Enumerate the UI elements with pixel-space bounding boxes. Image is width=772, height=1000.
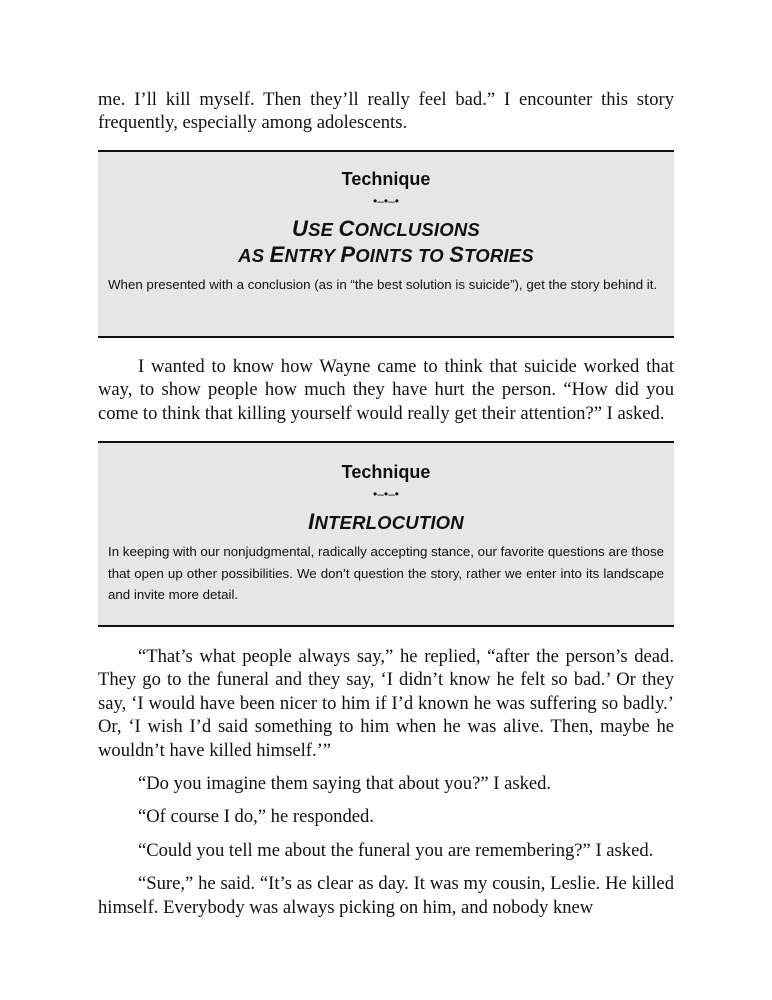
ornament-divider: •–•–• xyxy=(373,487,399,502)
ornament-divider: •–•–• xyxy=(373,193,399,208)
technique-box-1 xyxy=(98,150,674,338)
technique-box-2 xyxy=(98,441,674,627)
paragraph-6: “Could you tell me about the funeral you are remembering?” I asked. xyxy=(138,839,654,861)
paragraph-1: me. I’ll kill myself. Then they’ll really feel bad.” I encounter this story frequently, especially among adolescents. xyxy=(98,89,674,134)
page-content xyxy=(98,88,674,919)
paragraph-7: “Sure,” he said. “It’s as clear as day. It was my cousin, Leslie. He killed himself. Everybody was always picking on him, and nobody knew xyxy=(98,873,674,918)
technique-description: In keeping with our nonjudgmental, radically accepting stance, our favorite questions are those that open up other possibilities. We don’t question the story, rather we enter into its landscape and invite more detail. xyxy=(108,544,664,603)
paragraph-3: “That’s what people always say,” he replied, “after the person’s dead. They go to the funeral and they say, ‘I didn’t know he felt so bad.’ Or they say, ‘I would have been nicer to him if I’d known he was suffering so badly.’ Or, ‘I wish I’d said something to him when he was alive. Then, maybe he wouldn’t have killed himself.’” xyxy=(98,646,674,761)
paragraph-4: “Do you imagine them saying that about you?” I asked. xyxy=(138,773,552,795)
technique-label: Technique xyxy=(341,462,431,483)
technique-title: INTERLOCUTION xyxy=(308,509,464,535)
paragraph-2: I wanted to know how Wayne came to think that suicide worked that way, to show people how much they have hurt the person. “How did you come to think that killing yourself would really get their attention?” I asked. xyxy=(98,355,674,424)
paragraph-5: “Of course I do,” he responded. xyxy=(138,806,374,828)
technique-description: When presented with a conclusion (as in “the best solution is suicide”), get the story behind it. xyxy=(108,276,658,292)
technique-label: Technique xyxy=(341,168,431,189)
technique-title-line-1: USE CONCLUSIONS xyxy=(292,215,480,241)
technique-title-line-2: AS ENTRY POINTS TO STORIES xyxy=(238,241,534,267)
